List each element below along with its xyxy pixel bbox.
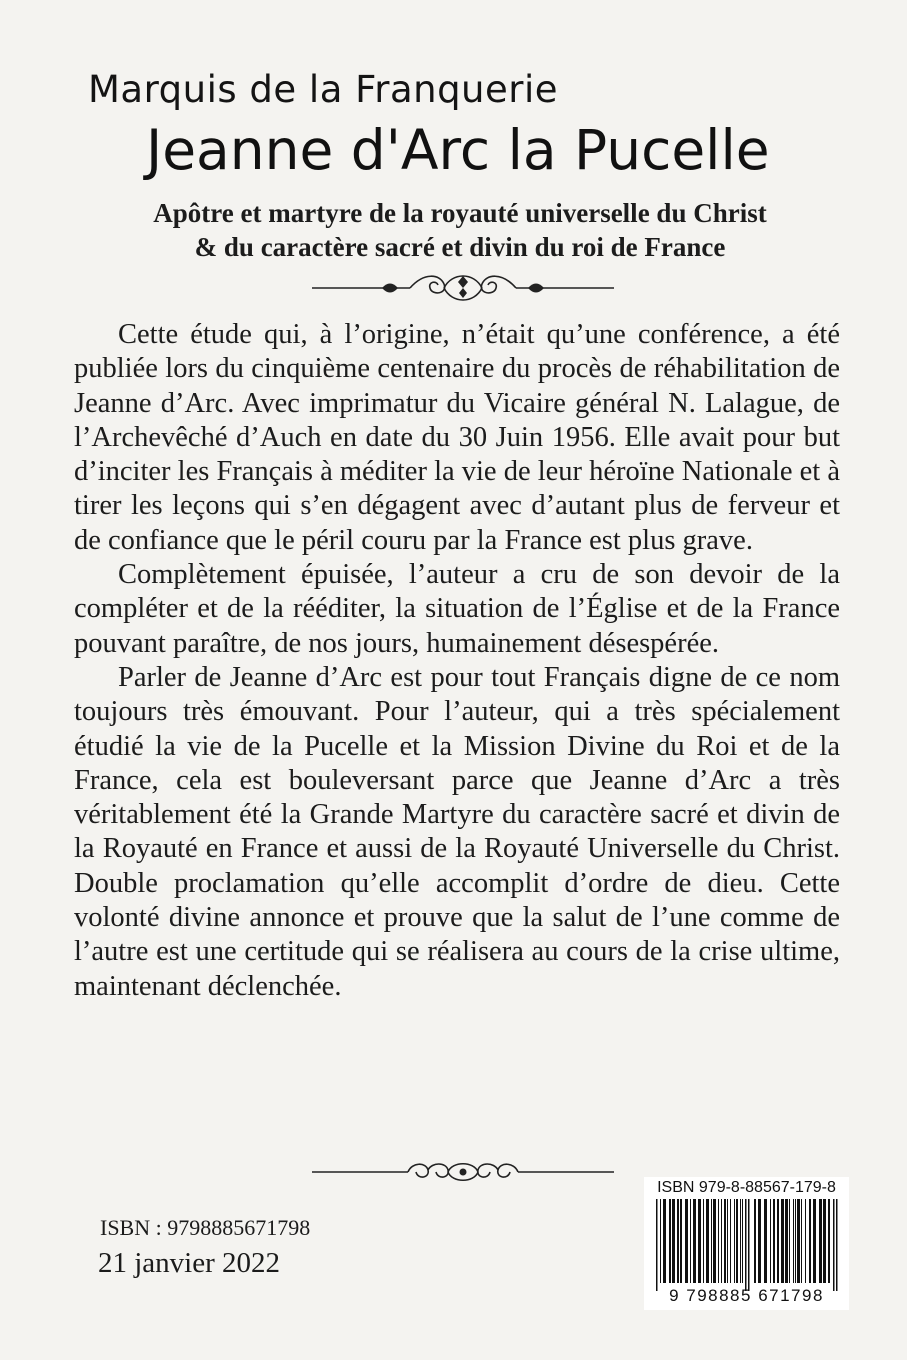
- barcode-bar: [660, 1199, 661, 1283]
- barcode-bar: [795, 1199, 796, 1283]
- barcode-bar: [718, 1199, 719, 1283]
- barcode-bar: [781, 1199, 784, 1283]
- barcode-isbn-label: ISBN 979-8-88567-179-8: [657, 1179, 836, 1196]
- barcode-panel: [644, 1177, 849, 1310]
- barcode-bar: [703, 1199, 704, 1283]
- barcode-bar: [789, 1199, 790, 1283]
- barcode-bar: [801, 1199, 802, 1283]
- barcode-bar: [727, 1199, 728, 1283]
- barcode-bar: [785, 1199, 788, 1283]
- isbn-line: ISBN : 9798885671798: [100, 1215, 311, 1240]
- barcode-bar: [819, 1199, 822, 1283]
- paragraph-3: Parler de Jeanne d’Arc est pour tout Français digne de ce nom toujours très émouvant. Pour l’auteur, qui a très spécialement étudié la vie de la Pucelle et la Mission Divine du Roi et de la France, cela est bouleversant parce que Jeanne d’Arc a très véritablement été la Grande Martyre du caractère sacré et divin de la Royauté en France et aussi de la Royauté Universelle du Christ. Double proclamation qu’elle accomplit d’ordre de dieu. Cette volonté divine annonce et prouve que la salut de l’une comme de l’autre est une certitude qui se réalisera au cours de la crise ultime, maintenant déclenchée.: [74, 661, 840, 1002]
- subtitle-line-1: Apôtre et martyre de la royauté universelle du Christ: [153, 198, 767, 228]
- barcode-bar: [656, 1199, 658, 1291]
- barcode-bar: [685, 1199, 688, 1283]
- barcode-bar: [698, 1199, 701, 1283]
- paragraph-2: Complètement épuisée, l’auteur a cru de son devoir de la compléter et de la rééditer, la situation de l’Église et de la France pouvant paraître, de nos jours, humainement désespérée.: [74, 559, 840, 659]
- barcode-bar: [773, 1199, 775, 1283]
- barcode-bar: [809, 1199, 811, 1283]
- bottom-ornament-divider: [312, 1155, 614, 1189]
- barcode-bar: [680, 1199, 682, 1283]
- barcode-bar: [672, 1199, 675, 1283]
- subtitle-line-2: & du caractère sacré et divin du roi de France: [194, 232, 726, 262]
- barcode-bar: [740, 1199, 741, 1283]
- barcode-bar: [823, 1199, 826, 1283]
- barcode-bar: [777, 1199, 779, 1283]
- book-title: Jeanne d'Arc la Pucelle: [146, 118, 770, 182]
- barcode-bar: [742, 1199, 743, 1283]
- barcode-bar: [713, 1199, 716, 1283]
- barcode-bar: [833, 1199, 835, 1291]
- barcode-bar: [711, 1199, 712, 1283]
- barcode-bar: [828, 1199, 830, 1283]
- barcode-bar: [736, 1199, 738, 1283]
- barcode-bar: [730, 1199, 731, 1283]
- book-subtitle: [80, 196, 840, 264]
- barcode-bar: [797, 1199, 800, 1283]
- barcode-bar: [721, 1199, 722, 1283]
- barcode-bar: [813, 1199, 816, 1283]
- barcode-bar: [677, 1199, 679, 1283]
- barcode-bar: [754, 1199, 756, 1283]
- author-name: Marquis de la Franquerie: [88, 68, 559, 111]
- publication-date: 21 janvier 2022: [98, 1247, 281, 1279]
- barcode-bar: [770, 1199, 771, 1283]
- barcode-bar: [663, 1199, 666, 1283]
- barcode-bar: [836, 1199, 838, 1291]
- barcode-bar: [693, 1199, 696, 1283]
- barcode-bar: [669, 1199, 671, 1283]
- back-cover-text: [74, 318, 840, 1004]
- barcode-bar: [745, 1199, 747, 1291]
- barcode-bar: [706, 1199, 709, 1283]
- barcode-bar: [724, 1199, 726, 1283]
- top-ornament-divider: [312, 270, 614, 306]
- barcode-digits: 9 798885 671798: [669, 1286, 824, 1305]
- barcode-bar: [690, 1199, 691, 1283]
- barcode-bar: [758, 1199, 761, 1283]
- barcode-bar: [764, 1199, 767, 1283]
- barcode-bar: [748, 1199, 750, 1291]
- barcode-bar: [734, 1199, 735, 1283]
- barcode-bar: [793, 1199, 794, 1283]
- paragraph-1: Cette étude qui, à l’origine, n’était qu’une conférence, a été publiée lors du cinquième centenaire du procès de réhabilitation de Jeanne d’Arc. Avec imprimatur du Vicaire général N. Lalague, de l’Archevêché d’Auch en date du 30 Juin 1956. Elle avait pour but d’inciter les Français à méditer la vie de leur héroïne Nationale et à tirer les leçons qui s’en dégagent avec d’autant plus de ferveur et de confiance que le péril couru par la France est plus grave.: [74, 319, 840, 556]
- barcode-bar: [805, 1199, 806, 1283]
